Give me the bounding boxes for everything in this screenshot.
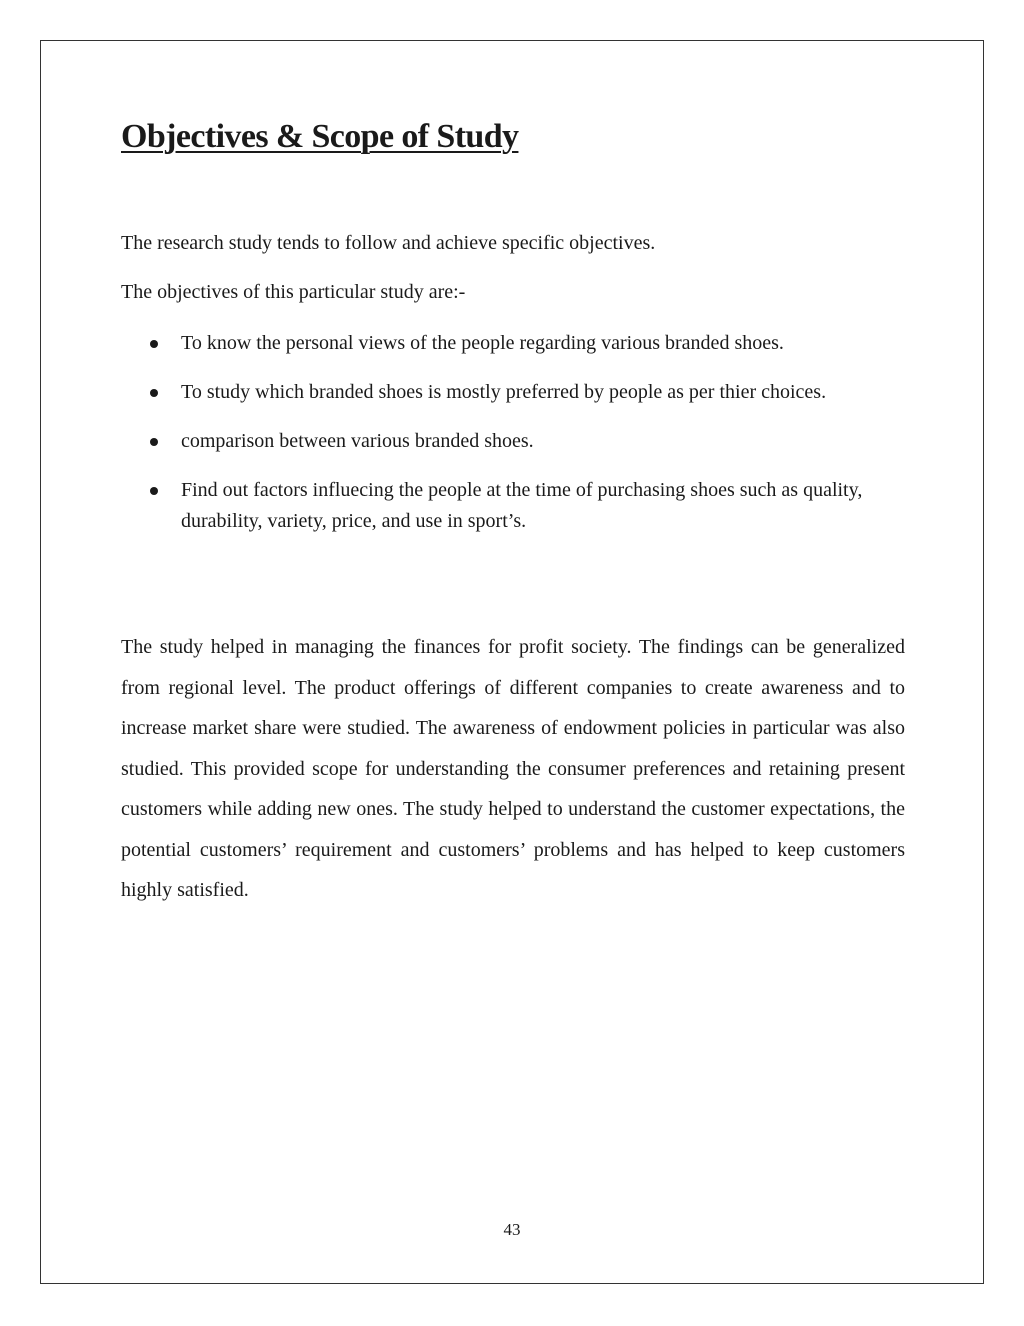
intro-line-1: The research study tends to follow and achieve specific objectives. bbox=[121, 232, 656, 254]
scope-paragraph: The study helped in managing the finances for profit society. The findings can be generalized from regional level. The product offerings of different companies to create awareness and to increase market share were studied. The awareness of endowment policies in particular was also studied. This provided scope for understanding the consumer preferences and retaining present customers while adding new ones. The study helped to understand the customer expectations, the potential customers’ requirement and customers’ problems and has helped to keep customers highly satisfied. bbox=[121, 636, 905, 901]
page-number: 43 bbox=[503, 1220, 521, 1239]
page-title: Objectives & Scope of Study bbox=[121, 118, 519, 155]
objective-text: To study which branded shoes is mostly preferred by people as per thier choices. bbox=[181, 381, 827, 403]
list-item bbox=[150, 328, 910, 359]
bullet-icon bbox=[150, 438, 158, 446]
bullet-icon bbox=[150, 487, 158, 495]
list-item bbox=[150, 475, 910, 537]
objective-text: comparison between various branded shoes. bbox=[181, 430, 534, 452]
intro-line-2: The objectives of this particular study are:- bbox=[121, 281, 466, 303]
list-item bbox=[150, 377, 910, 408]
objective-text: Find out factors influecing the people at the time of purchasing shoes such as quality, durability, variety, price, and use in sport’s. bbox=[181, 479, 863, 532]
bullet-icon bbox=[150, 340, 158, 348]
list-item bbox=[150, 426, 910, 457]
objectives-list bbox=[150, 328, 910, 555]
objective-text: To know the personal views of the people regarding various branded shoes. bbox=[181, 332, 784, 354]
bullet-icon bbox=[150, 389, 158, 397]
